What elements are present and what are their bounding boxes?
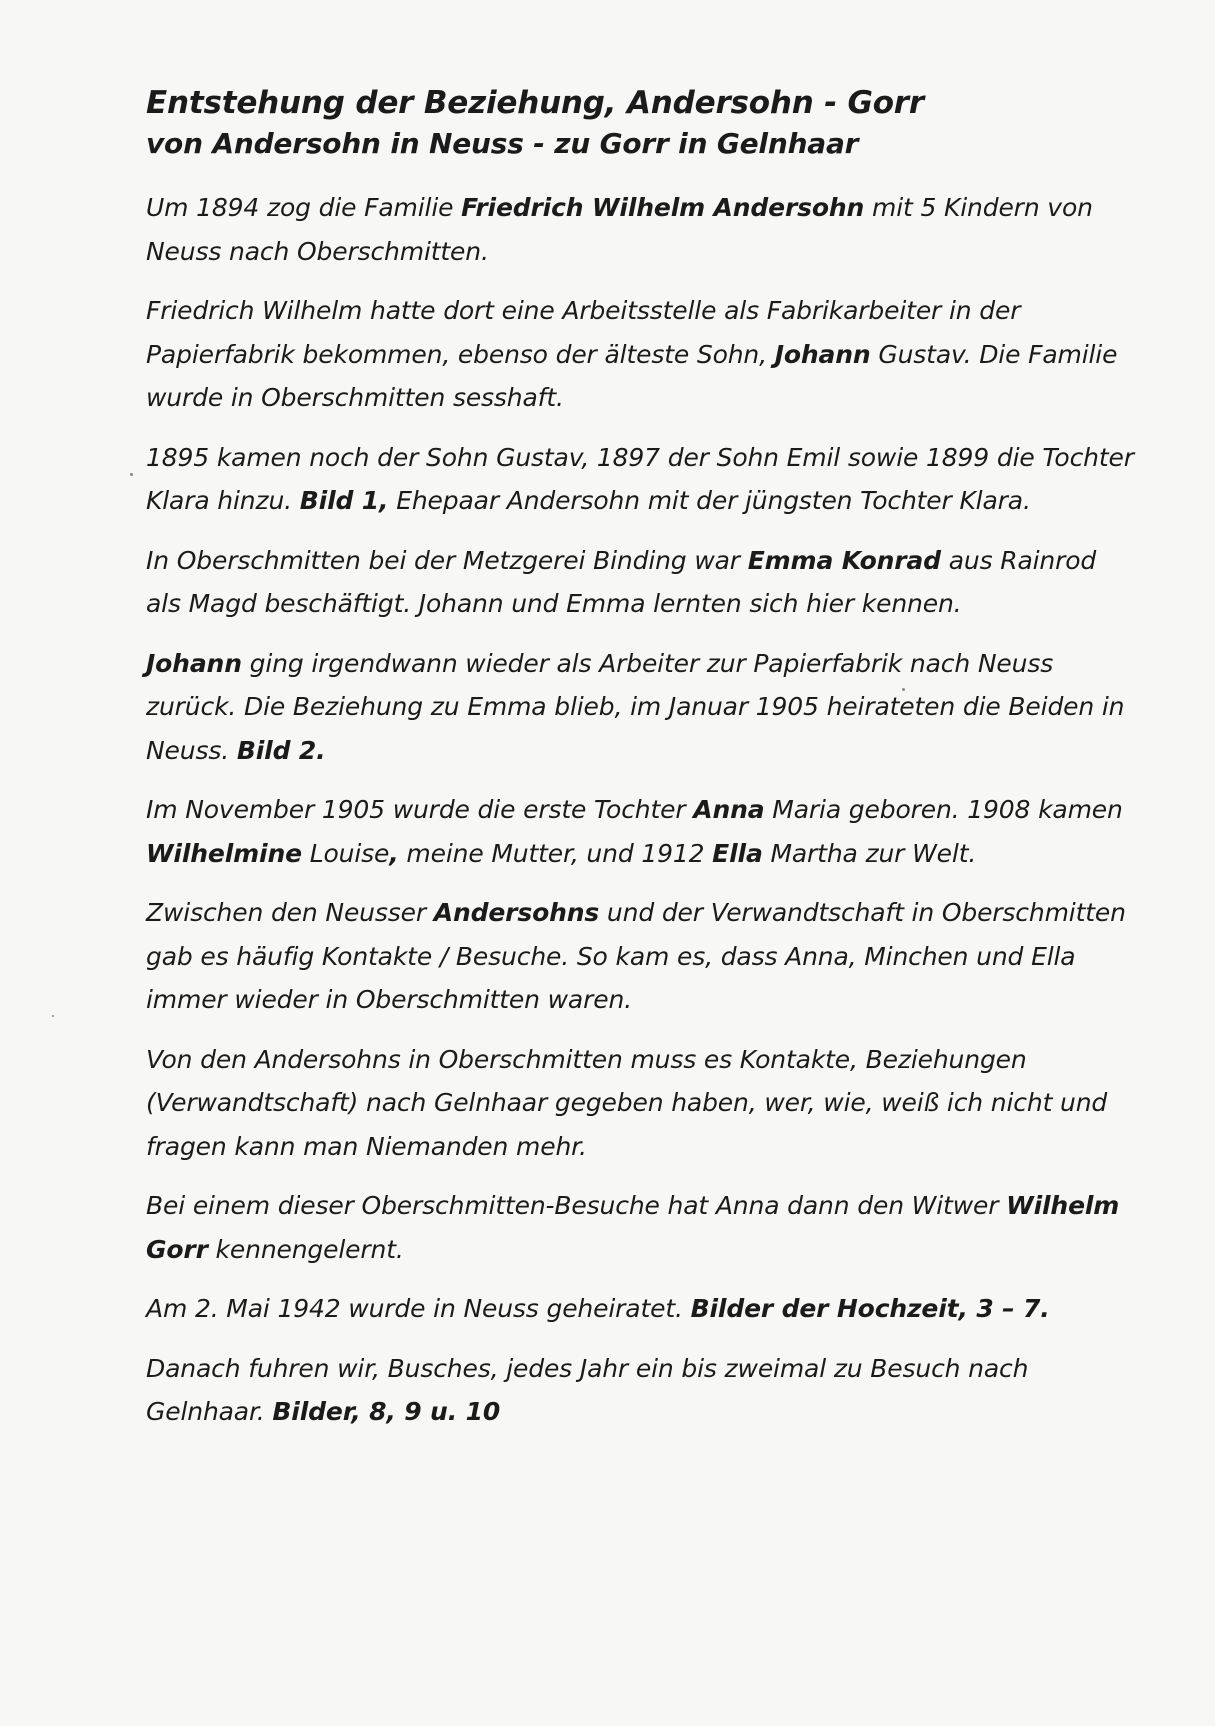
p1-text-a: Um 1894 zog die Familie [146, 193, 462, 222]
p9-text-a: Bei einem dieser Oberschmitten-Besuche hat Anna dann den Witwer [146, 1191, 1007, 1220]
p4-bold-name: Emma Konrad [747, 545, 941, 575]
p8-text-a: Von den Andersohns in Oberschmitten muss es Kontakte, Beziehungen (Verwandtschaft) nach Gelnhaar gegeben haben, wer, wie, weiß ich nicht und fragen kann man Niemanden mehr. [146, 1044, 1108, 1161]
p6-text-g: meine Mutter, und 1912 [398, 838, 713, 868]
paragraph-7 [146, 891, 1136, 1022]
paper-speck [902, 688, 905, 691]
document-subtitle: von Andersohn in Neuss - zu Gorr in Gelnhaar [146, 127, 859, 160]
paragraph-3 [146, 436, 1136, 523]
paragraph-11 [146, 1347, 1136, 1434]
paper-speck [130, 473, 133, 476]
p5-text-b: ging irgendwann wieder als Arbeiter zur Papierfabrik nach Neuss zurück. Die Beziehung zu Emma blieb, im Januar 1905 heirateten die Beiden in Neuss. [146, 648, 1125, 765]
p6-bold-ella: Ella [712, 838, 763, 868]
p11-text-a: Danach fuhren wir, Busches, jedes Jahr ein bis zweimal zu Besuch nach Gelnhaar. [146, 1353, 1029, 1426]
p2-text-a: Friedrich Wilhelm hatte dort eine Arbeitsstelle als Fabrikarbeiter in der Papierfabrik bekommen, ebenso der älteste Sohn, [146, 296, 1021, 369]
p7-bold-name: Andersohns [433, 898, 600, 927]
p3-text-c: Ehepaar Andersohn mit der jüngsten Tochter Klara. [388, 486, 1031, 515]
p10-text-a: Am 2. Mai 1942 wurde in Neuss geheiratet. [146, 1294, 691, 1323]
p9-text-c: kennengelernt. [207, 1234, 404, 1264]
paragraph-1 [146, 186, 1136, 273]
p7-text-c: und der Verwandtschaft in Oberschmitten gab es häufig Kontakte / Besuche. So kam es, dass Anna, Minchen und Ella immer wieder in Oberschmitten waren. [146, 898, 1126, 1014]
paragraph-2 [146, 289, 1136, 420]
document-title: Entstehung der Beziehung, Andersohn - Gorr [146, 85, 924, 121]
p3-bold-ref: Bild 1, [299, 486, 389, 515]
p11-bold-ref: Bilder, 8, 9 u. 10 [272, 1397, 501, 1426]
paragraph-9 [146, 1184, 1136, 1271]
paragraph-5 [146, 642, 1136, 773]
p6-text-e: Louise [301, 838, 390, 868]
p10-bold-ref: Bilder der Hochzeit, 3 – 7. [690, 1294, 1050, 1323]
p1-text-c: mit 5 Kindern von Neuss nach Oberschmitten. [146, 193, 1093, 266]
p6-bold-wilhelmine: Wilhelmine [146, 838, 302, 868]
paper-speck [52, 1015, 54, 1017]
p6-text-c: Maria geboren. 1908 kamen [764, 795, 1123, 824]
p3-text-a: 1895 kamen noch der Sohn Gustav, 1897 der Sohn Emil sowie 1899 die Tochter Klara hinzu. [146, 442, 1134, 515]
p4-text-c: aus Rainrod als Magd beschäftigt. Johann und Emma lernten sich hier kennen. [146, 545, 1097, 618]
paragraph-8 [146, 1038, 1136, 1169]
paragraph-4 [146, 539, 1136, 626]
paragraph-6 [146, 788, 1136, 875]
p2-text-c: Gustav. Die Familie wurde in Oberschmitten sesshaft. [146, 339, 1118, 412]
p5-bold-name: Johann [146, 648, 242, 678]
p2-bold-name: Johann [774, 339, 871, 369]
p6-bold-anna: Anna [693, 795, 765, 824]
p9-bold-name: Wilhelm Gorr [146, 1191, 1120, 1264]
p6-text-i: Martha zur Welt. [762, 838, 977, 868]
p7-text-a: Zwischen den Neusser [146, 898, 434, 927]
p6-text-a: Im November 1905 wurde die erste Tochter [146, 795, 694, 824]
p4-text-a: In Oberschmitten bei der Metzgerei Binding war [146, 545, 748, 575]
p6-bold-comma: , [389, 838, 399, 868]
p1-bold-name: Friedrich Wilhelm Andersohn [461, 193, 865, 222]
paragraph-10 [146, 1287, 1136, 1331]
p5-bold-ref: Bild 2. [236, 735, 326, 765]
document-body [146, 82, 1136, 1450]
